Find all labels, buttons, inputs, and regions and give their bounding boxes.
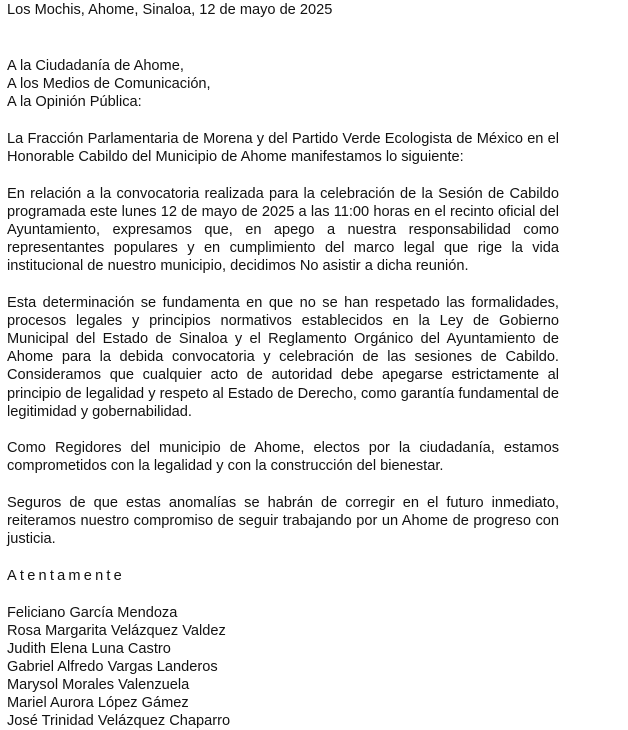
paragraph-decision: En relación a la convocatoria realizada para la celebración de la Sesión de Cabildo programada este lunes 12 de mayo de 2025 a las 11:00 horas en el recinto oficial del Ayuntamiento, expresamos que, en apego a nuestra responsabilidad como representantes populares y en cumplimiento del marco legal que rige la vida institucional de nuestro municipio, decidimos No asistir a dicha reunión. bbox=[7, 186, 559, 275]
signer-name: Judith Elena Luna Castro bbox=[7, 640, 171, 657]
paragraph-justification: Esta determinación se fundamenta en que no se han respetado las formalidades, procesos legales y principios normativos establecidos en la Ley de Gobierno Municipal del Estado de Sinaloa y el Reglamento Orgánico del Ayuntamiento de Ahome para la debida convocatoria y celebración de las sesiones de Cabildo. Consideramos que cualquier acto de autoridad debe apegarse estrictamente al principio de legalidad y respeto al Estado de Derecho, como garantía fundamental de legitimidad y gobernabilidad. bbox=[7, 295, 559, 420]
place-date-line: Los Mochis, Ahome, Sinaloa, 12 de mayo de 2025 bbox=[7, 2, 333, 18]
signers-list bbox=[7, 604, 558, 730]
paragraph-intro: La Fracción Parlamentaria de Morena y del Partido Verde Ecologista de México en el Honorable Cabildo del Municipio de Ahome manifestamos lo siguiente: bbox=[7, 131, 559, 166]
paragraph-commitment: Como Regidores del municipio de Ahome, electos por la ciudadanía, estamos comprometidos con la legalidad y con la construcción del bienestar. bbox=[7, 440, 559, 475]
paragraph-closing-remarks: Seguros de que estas anomalías se habrán de corregir en el futuro inmediato, reiteramos nuestro compromiso de seguir trabajando por un Ahome de progreso con justicia. bbox=[7, 494, 559, 548]
recipient-line: A la Ciudadanía de Ahome, bbox=[7, 58, 184, 75]
signer-name: Marysol Morales Valenzuela bbox=[7, 677, 190, 694]
signer-name: Rosa Margarita Velázquez Valdez bbox=[7, 622, 226, 639]
recipient-line: A la Opinión Pública: bbox=[7, 94, 142, 111]
recipients-block bbox=[7, 57, 558, 111]
signer-name: Mariel Aurora López Gámez bbox=[7, 695, 189, 712]
closing-salutation: Atentamente bbox=[7, 568, 125, 585]
recipient-line: A los Medios de Comunicación, bbox=[7, 76, 211, 93]
signer-name: Gabriel Alfredo Vargas Landeros bbox=[7, 659, 218, 676]
signer-name: Feliciano García Mendoza bbox=[7, 604, 178, 621]
signer-name: José Trinidad Velázquez Chaparro bbox=[7, 713, 231, 730]
